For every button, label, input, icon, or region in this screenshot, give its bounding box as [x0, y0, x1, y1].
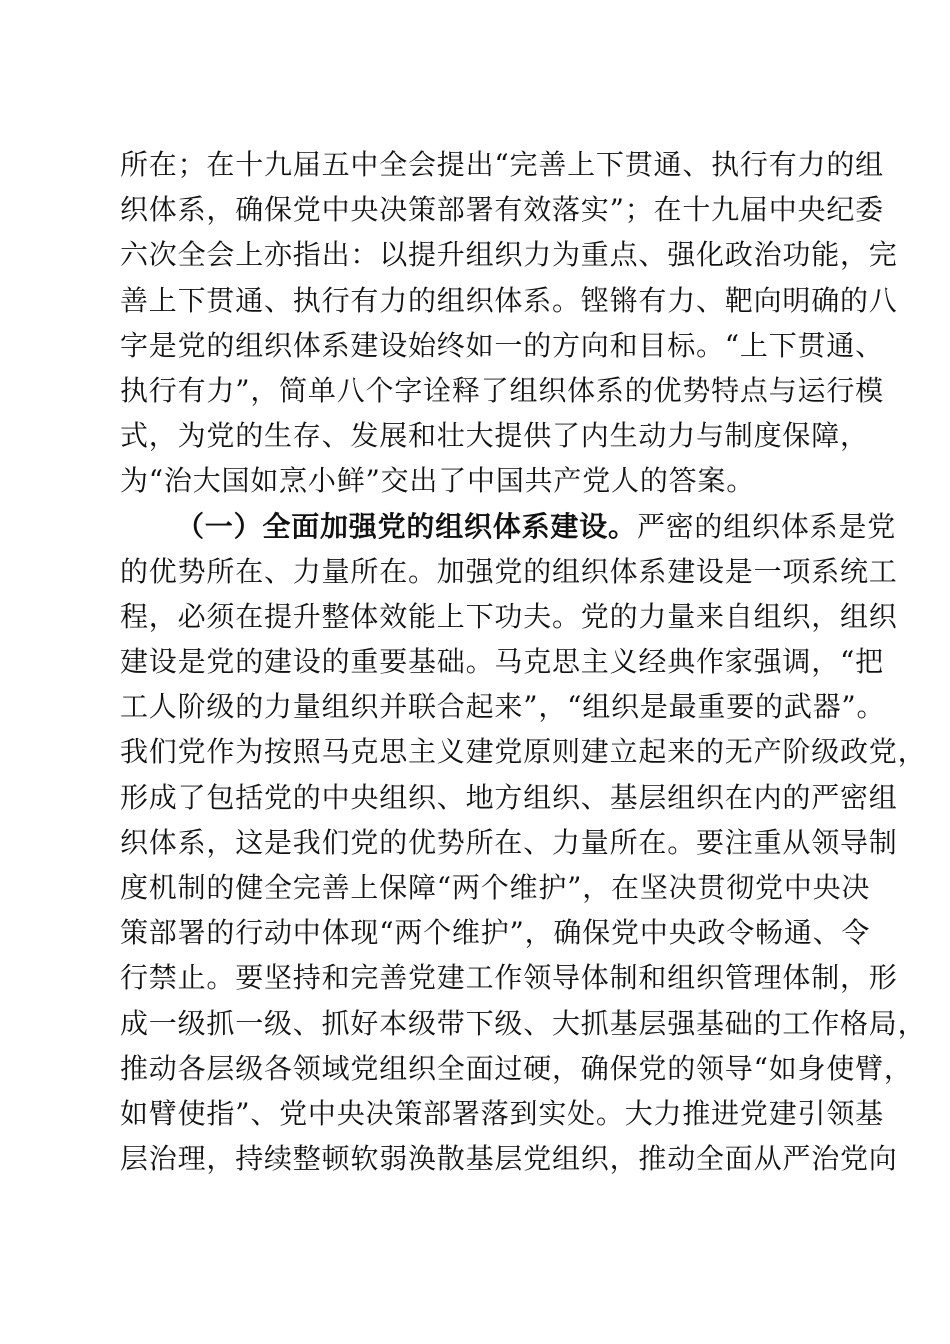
paragraph-line: 所在；在十九届五中全会提出“完善上下贯通、执行有力的组 [120, 148, 884, 181]
paragraph-line: 的优势所在、力量所在。加强党的组织体系建设是一项系统工 [120, 554, 898, 588]
paragraph-line: 推动各层级各领域党组织全面过硬，确保党的领导“如身使臂， [120, 1051, 913, 1085]
body-text [120, 142, 927, 1181]
paragraph-line: 策部署的行动中体现“两个维护”，确保党中央政令畅通、令 [120, 916, 871, 950]
paragraph-line: 工人阶级的力量组织并联合起来”，“组织是最重要的武器”。 [120, 690, 886, 724]
paragraph-line: 六次全会上亦指出：以提升组织力为重点、强化政治功能，完 [120, 238, 898, 272]
paragraph-line: 如臂使指”、党中央决策部署落到实处。大力推进党建引领基 [120, 1096, 884, 1130]
section-first-line-text: 严密的组织体系是党 [636, 509, 897, 543]
paragraph-line: 字是党的组织体系建设始终如一的方向和目标。“上下贯通、 [120, 328, 884, 362]
paragraph-line: 善上下贯通、执行有力的组织体系。铿锵有力、靶向明确的八 [120, 283, 898, 317]
section-first-line [120, 504, 897, 549]
paragraph-line: 我们党作为按照马克思主义建党原则建立起来的无产阶级政党， [120, 735, 927, 769]
paragraph-line: 为“治大国如烹小鲜”交出了中国共产党人的答案。 [120, 464, 756, 498]
paragraph-line: 织体系，确保党中央决策部署有效落实”；在十九届中央纪委 [120, 193, 884, 227]
paragraph-line: 形成了包括党的中央组织、地方组织、基层组织在内的严密组 [120, 780, 898, 814]
section-heading: （一）全面加强党的组织体系建设。 [176, 509, 637, 543]
paragraph-line: 式，为党的生存、发展和壮大提供了内生动力与制度保障， [120, 419, 869, 453]
paragraph-line: 执行有力”，简单八个字诠释了组织体系的优势特点与运行模 [120, 373, 884, 407]
paragraph-line: 度机制的健全完善上保障“两个维护”，在坚决贯彻党中央决 [120, 871, 871, 904]
paragraph-line: 织体系，这是我们党的优势所在、力量所在。要注重从领导制 [120, 825, 898, 859]
paragraph-line: 成一级抓一级、抓好本级带下级、大抓基层强基础的工作格局， [120, 1006, 927, 1040]
paragraph-line: 层治理，持续整顿软弱涣散基层党组织，推动全面从严治党向 [120, 1142, 898, 1176]
paragraph-line: 行禁止。要坚持和完善党建工作领导体制和组织管理体制，形 [120, 961, 898, 995]
paragraph-line: 程，必须在提升整体效能上下功夫。党的力量来自组织，组织 [120, 599, 898, 633]
paragraph-line: 建设是党的建设的重要基础。马克思主义经典作家强调，“把 [120, 645, 884, 679]
